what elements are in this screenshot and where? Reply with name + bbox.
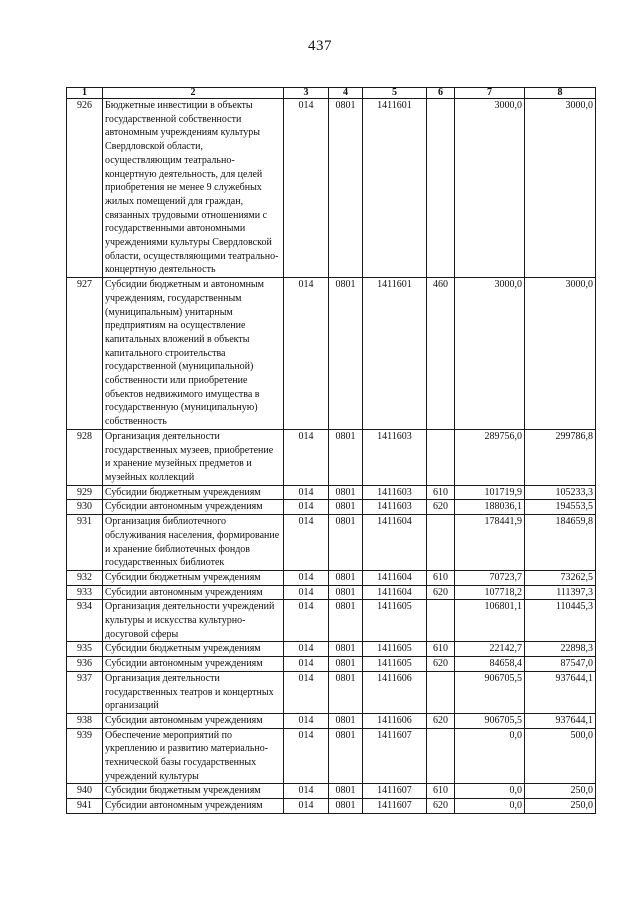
admin-code: 014 <box>284 657 329 672</box>
section-code: 0801 <box>329 671 363 713</box>
amount-year-1: 906705,5 <box>455 671 525 713</box>
admin-code: 014 <box>284 570 329 585</box>
section-code: 0801 <box>329 278 363 430</box>
admin-code: 014 <box>284 429 329 485</box>
amount-year-1: 0,0 <box>455 784 525 799</box>
target-code: 1411604 <box>363 515 427 571</box>
table-row <box>67 799 596 814</box>
row-name: Субсидии бюджетным учреждениям <box>103 485 284 500</box>
amount-year-2: 194553,5 <box>525 500 596 515</box>
row-number: 929 <box>67 485 103 500</box>
expense-type-code: 620 <box>427 657 455 672</box>
table-row <box>67 500 596 515</box>
table-row <box>67 99 596 278</box>
table-row <box>67 642 596 657</box>
amount-year-2: 3000,0 <box>525 278 596 430</box>
amount-year-2: 184659,8 <box>525 515 596 571</box>
expense-type-code: 610 <box>427 570 455 585</box>
admin-code: 014 <box>284 99 329 278</box>
amount-year-1: 3000,0 <box>455 99 525 278</box>
amount-year-1: 101719,9 <box>455 485 525 500</box>
row-number: 937 <box>67 671 103 713</box>
amount-year-2: 22898,3 <box>525 642 596 657</box>
table-row <box>67 570 596 585</box>
amount-year-1: 107718,2 <box>455 585 525 600</box>
expense-type-code <box>427 429 455 485</box>
amount-year-2: 937644,1 <box>525 713 596 728</box>
table-row <box>67 713 596 728</box>
section-code: 0801 <box>329 728 363 784</box>
amount-year-2: 3000,0 <box>525 99 596 278</box>
amount-year-1: 22142,7 <box>455 642 525 657</box>
column-header: 8 <box>525 88 596 99</box>
row-number: 940 <box>67 784 103 799</box>
row-name: Организация деятельности государственных театров и концертных организаций <box>103 671 284 713</box>
table-row <box>67 485 596 500</box>
admin-code: 014 <box>284 485 329 500</box>
expense-type-code <box>427 671 455 713</box>
amount-year-2: 937644,1 <box>525 671 596 713</box>
target-code: 1411604 <box>363 570 427 585</box>
target-code: 1411605 <box>363 657 427 672</box>
row-number: 934 <box>67 600 103 642</box>
amount-year-2: 105233,3 <box>525 485 596 500</box>
row-number: 930 <box>67 500 103 515</box>
row-number: 941 <box>67 799 103 814</box>
section-code: 0801 <box>329 799 363 814</box>
expense-type-code <box>427 515 455 571</box>
page-number: 437 <box>308 38 332 54</box>
expense-type-code: 610 <box>427 784 455 799</box>
amount-year-1: 906705,5 <box>455 713 525 728</box>
expense-type-code <box>427 728 455 784</box>
row-name: Субсидии автономным учреждениям <box>103 585 284 600</box>
amount-year-2: 111397,3 <box>525 585 596 600</box>
target-code: 1411603 <box>363 500 427 515</box>
row-name: Организация деятельности государственных музеев, приобретение и хранение музейных предметов и музейных коллекций <box>103 429 284 485</box>
row-number: 939 <box>67 728 103 784</box>
table-row <box>67 429 596 485</box>
row-number: 938 <box>67 713 103 728</box>
target-code: 1411604 <box>363 585 427 600</box>
row-number: 931 <box>67 515 103 571</box>
admin-code: 014 <box>284 600 329 642</box>
amount-year-1: 0,0 <box>455 799 525 814</box>
table-row <box>67 657 596 672</box>
row-name: Субсидии автономным учреждениям <box>103 657 284 672</box>
row-name: Организация библиотечного обслуживания населения, формирование и хранение библиотечных фондов государственных библиотек <box>103 515 284 571</box>
row-number: 936 <box>67 657 103 672</box>
table-row <box>67 784 596 799</box>
amount-year-1: 3000,0 <box>455 278 525 430</box>
target-code: 1411605 <box>363 642 427 657</box>
table-row <box>67 278 596 430</box>
expense-type-code: 460 <box>427 278 455 430</box>
admin-code: 014 <box>284 728 329 784</box>
amount-year-1: 70723,7 <box>455 570 525 585</box>
column-header: 2 <box>103 88 284 99</box>
section-code: 0801 <box>329 99 363 278</box>
row-number: 926 <box>67 99 103 278</box>
target-code: 1411601 <box>363 99 427 278</box>
expense-type-code: 620 <box>427 585 455 600</box>
amount-year-1: 289756,0 <box>455 429 525 485</box>
amount-year-1: 84658,4 <box>455 657 525 672</box>
expense-type-code <box>427 600 455 642</box>
amount-year-1: 188036,1 <box>455 500 525 515</box>
budget-table <box>66 87 596 814</box>
target-code: 1411601 <box>363 278 427 430</box>
column-header: 6 <box>427 88 455 99</box>
row-name: Субсидии бюджетным учреждениям <box>103 570 284 585</box>
row-name: Субсидии бюджетным и автономным учреждениям, государственным (муниципальным) унитарным предприятиям на осуществление капитальных вложений в объекты капитального строительства государственной (муниципальной) собственности или приобретение объектов недвижимого имущества в государственную (муниципальную) собственность <box>103 278 284 430</box>
column-header: 4 <box>329 88 363 99</box>
target-code: 1411606 <box>363 671 427 713</box>
section-code: 0801 <box>329 485 363 500</box>
column-header: 3 <box>284 88 329 99</box>
amount-year-2: 250,0 <box>525 784 596 799</box>
target-code: 1411603 <box>363 485 427 500</box>
section-code: 0801 <box>329 500 363 515</box>
expense-type-code: 610 <box>427 485 455 500</box>
section-code: 0801 <box>329 570 363 585</box>
admin-code: 014 <box>284 799 329 814</box>
expense-type-code: 620 <box>427 500 455 515</box>
table-row <box>67 728 596 784</box>
admin-code: 014 <box>284 500 329 515</box>
section-code: 0801 <box>329 642 363 657</box>
expense-type-code <box>427 99 455 278</box>
amount-year-1: 106801,1 <box>455 600 525 642</box>
row-number: 933 <box>67 585 103 600</box>
admin-code: 014 <box>284 784 329 799</box>
section-code: 0801 <box>329 585 363 600</box>
section-code: 0801 <box>329 784 363 799</box>
row-number: 932 <box>67 570 103 585</box>
table-row <box>67 585 596 600</box>
target-code: 1411607 <box>363 728 427 784</box>
amount-year-2: 110445,3 <box>525 600 596 642</box>
section-code: 0801 <box>329 515 363 571</box>
row-name: Организация деятельности учреждений культуры и искусства культурно-досуговой сферы <box>103 600 284 642</box>
table-row <box>67 515 596 571</box>
column-header: 7 <box>455 88 525 99</box>
amount-year-2: 299786,8 <box>525 429 596 485</box>
row-name: Субсидии автономным учреждениям <box>103 500 284 515</box>
amount-year-1: 178441,9 <box>455 515 525 571</box>
column-header: 5 <box>363 88 427 99</box>
target-code: 1411607 <box>363 784 427 799</box>
amount-year-2: 87547,0 <box>525 657 596 672</box>
expense-type-code: 610 <box>427 642 455 657</box>
admin-code: 014 <box>284 515 329 571</box>
section-code: 0801 <box>329 600 363 642</box>
row-number: 928 <box>67 429 103 485</box>
section-code: 0801 <box>329 429 363 485</box>
row-name: Субсидии бюджетным учреждениям <box>103 784 284 799</box>
admin-code: 014 <box>284 713 329 728</box>
admin-code: 014 <box>284 642 329 657</box>
admin-code: 014 <box>284 278 329 430</box>
amount-year-2: 73262,5 <box>525 570 596 585</box>
row-number: 935 <box>67 642 103 657</box>
row-name: Субсидии автономным учреждениям <box>103 799 284 814</box>
row-name: Субсидии бюджетным учреждениям <box>103 642 284 657</box>
row-name: Субсидии автономным учреждениям <box>103 713 284 728</box>
header-row <box>67 88 596 99</box>
target-code: 1411607 <box>363 799 427 814</box>
target-code: 1411603 <box>363 429 427 485</box>
expense-type-code: 620 <box>427 799 455 814</box>
table-row <box>67 600 596 642</box>
admin-code: 014 <box>284 585 329 600</box>
amount-year-2: 500,0 <box>525 728 596 784</box>
row-name: Обеспечение мероприятий по укреплению и развитию материально-технической базы государственных учреждений культуры <box>103 728 284 784</box>
column-header: 1 <box>67 88 103 99</box>
amount-year-1: 0,0 <box>455 728 525 784</box>
row-number: 927 <box>67 278 103 430</box>
row-name: Бюджетные инвестиции в объекты государственной собственности автономным учреждениям культуры Свердловской области, осуществляющим театрально-концертную деятельность, для целей приобретения не менее 9 служебных жилых помещений для граждан, связанных трудовыми отношениями с государственными автономными учреждениями культуры Свердловской области, осуществляющими театрально-концертную деятельность <box>103 99 284 278</box>
table-row <box>67 671 596 713</box>
section-code: 0801 <box>329 713 363 728</box>
section-code: 0801 <box>329 657 363 672</box>
expense-type-code: 620 <box>427 713 455 728</box>
admin-code: 014 <box>284 671 329 713</box>
target-code: 1411605 <box>363 600 427 642</box>
target-code: 1411606 <box>363 713 427 728</box>
amount-year-2: 250,0 <box>525 799 596 814</box>
